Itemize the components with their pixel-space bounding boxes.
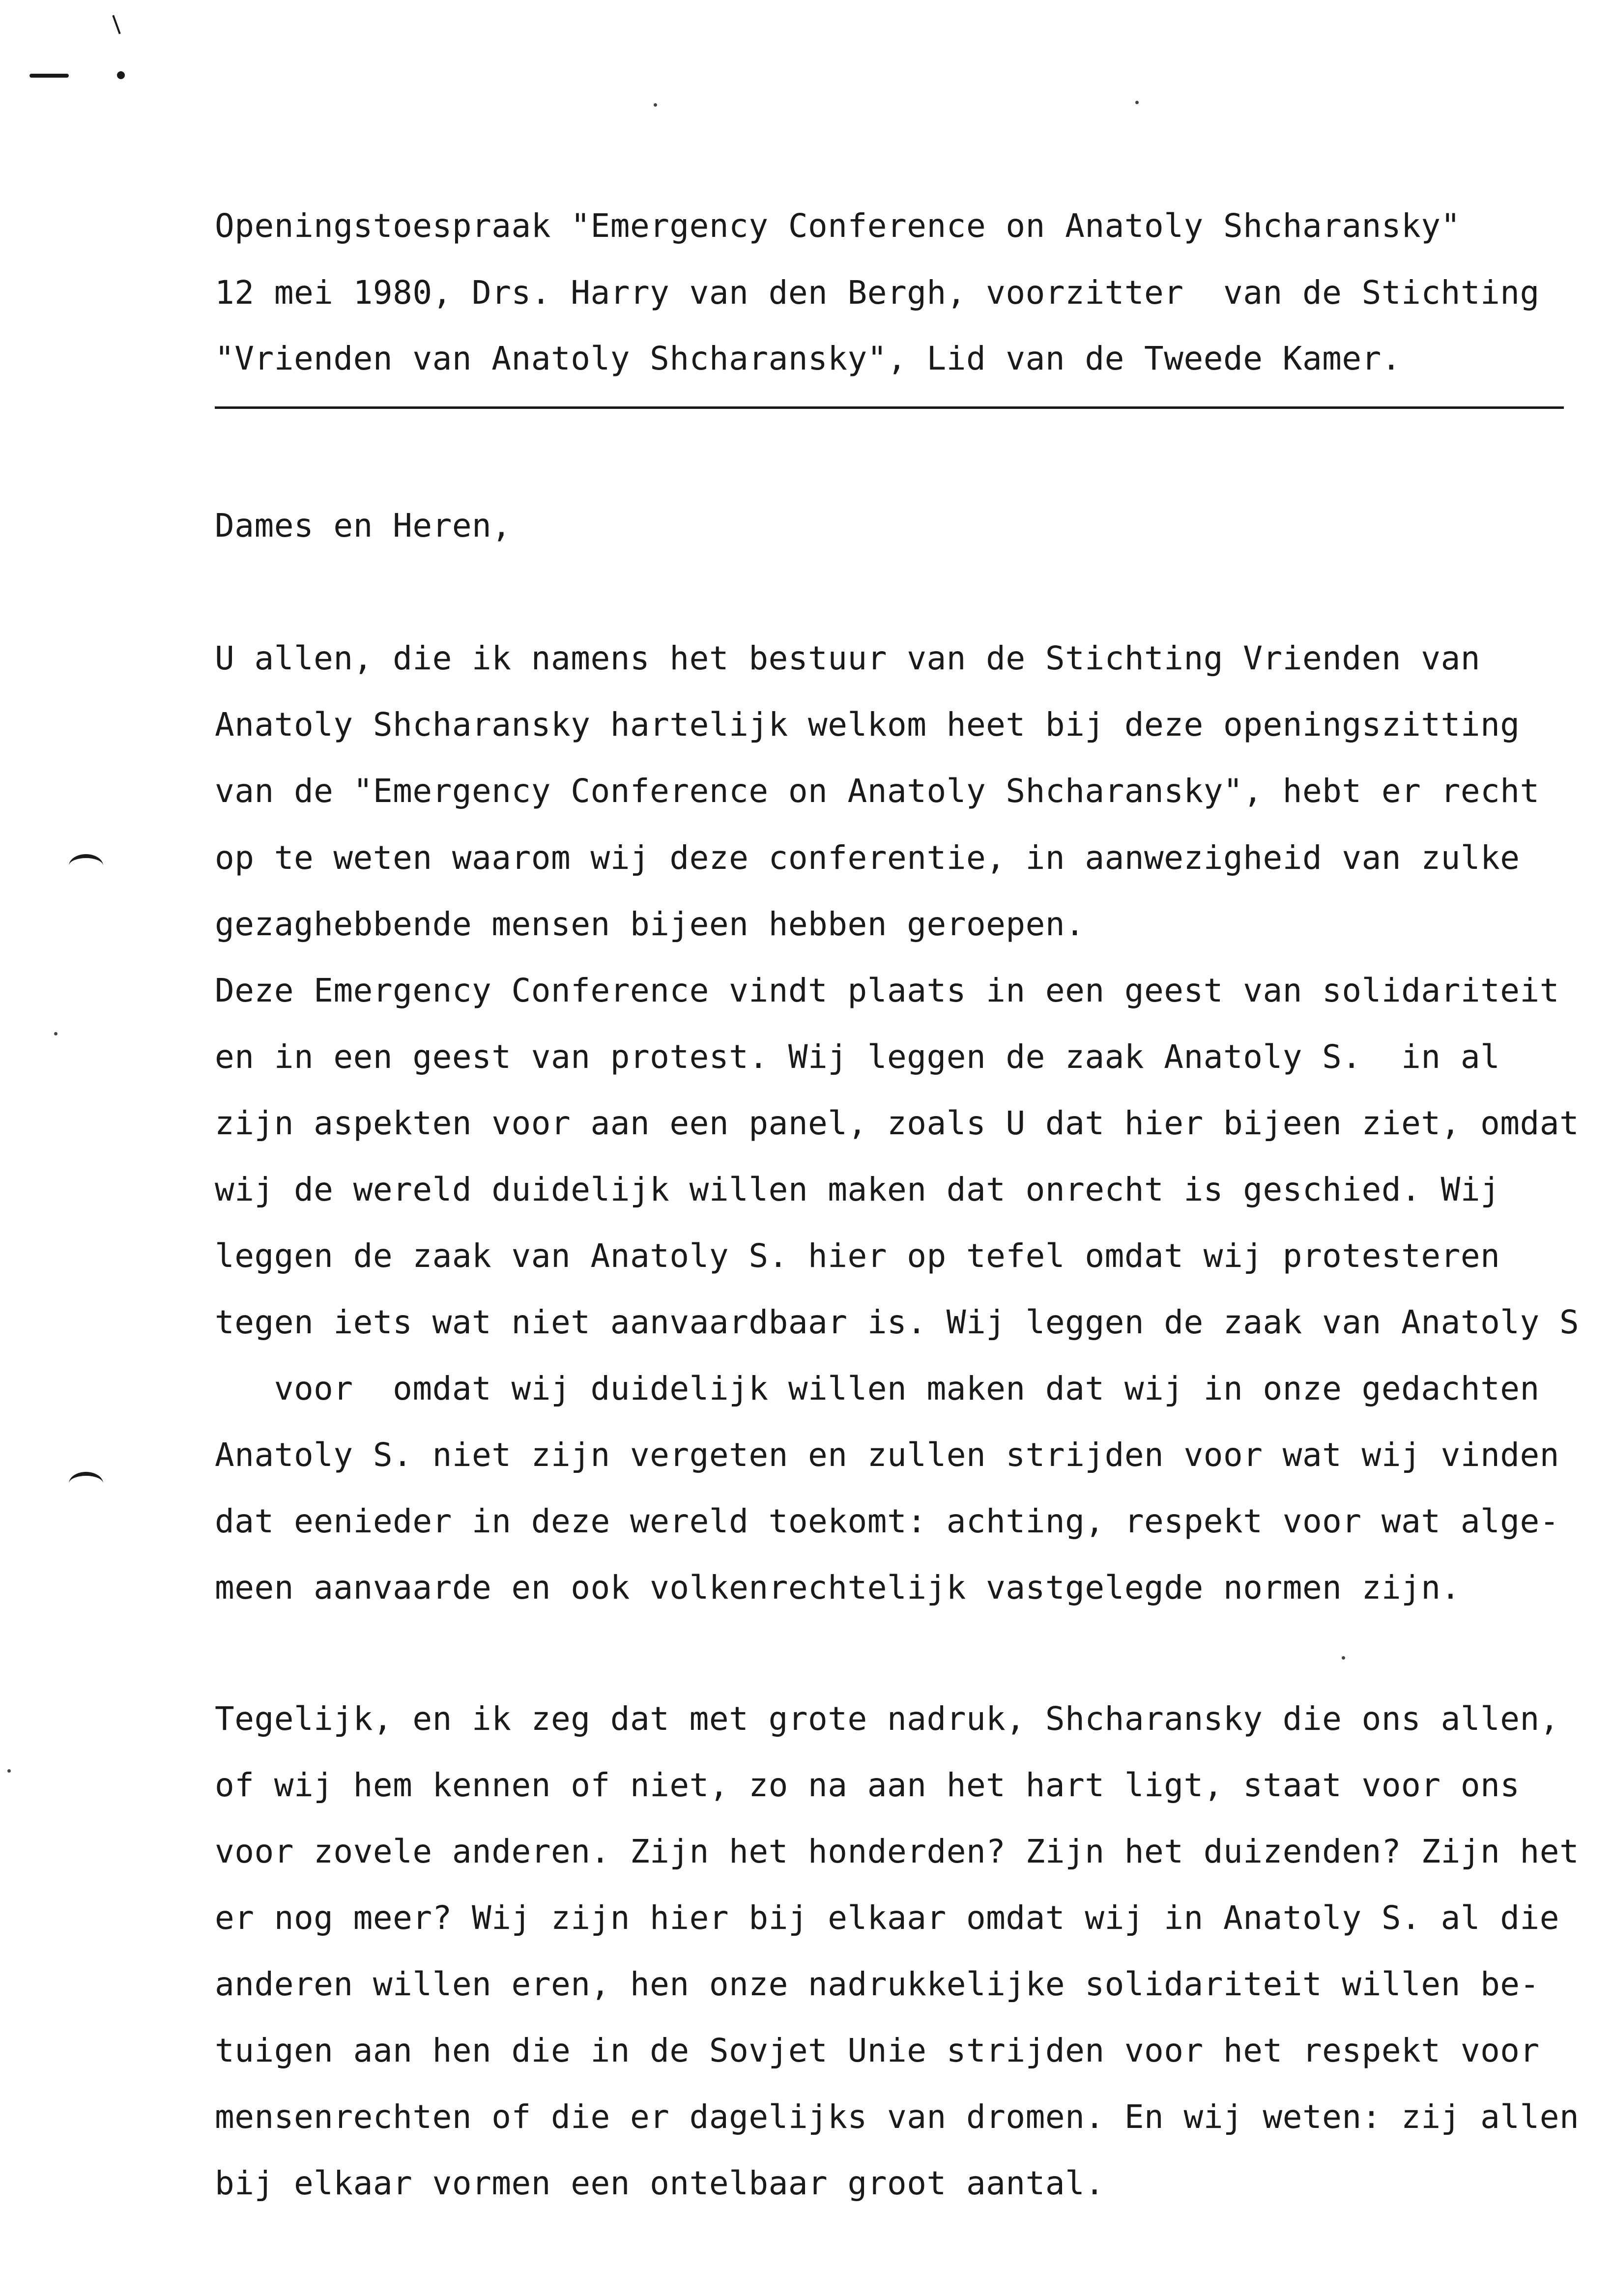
- paragraph-1-line: van de "Emergency Conference on Anatoly Shcharansky", hebt er recht: [215, 772, 1540, 810]
- paragraph-2-line: of wij hem kennen of niet, zo na aan het hart ligt, staat voor ons: [215, 1766, 1520, 1804]
- scan-dot: [654, 103, 657, 107]
- paragraph-1-line: op te weten waarom wij deze conferentie, in aanwezigheid van zulke: [215, 839, 1520, 877]
- paragraph-2-line: voor zovele anderen. Zijn het honderden? Zijn het duizenden? Zijn het: [215, 1833, 1580, 1870]
- paragraph-1-line: Deze Emergency Conference vindt plaats in een geest van solidariteit: [215, 972, 1560, 1009]
- paragraph-1-line: zijn aspekten voor aan een panel, zoals U dat hier bijeen ziet, omdat: [215, 1104, 1580, 1142]
- scan-mark: [117, 71, 125, 79]
- margin-mark: [69, 854, 103, 878]
- header-line-2: 12 mei 1980, Drs. Harry van den Bergh, voorzitter van de Stichting: [215, 274, 1540, 312]
- scan-dot: [1135, 101, 1139, 104]
- paragraph-1-line: leggen de zaak van Anatoly S. hier op tefel omdat wij protesteren: [215, 1237, 1500, 1275]
- paragraph-2-line: anderen willen eren, hen onze nadrukkelijke solidariteit willen be-: [215, 1965, 1540, 2003]
- margin-mark: [69, 1472, 103, 1495]
- paragraph-1-line: dat eenieder in deze wereld toekomt: achting, respekt voor wat alge-: [215, 1502, 1560, 1540]
- paragraph-1-line: tegen iets wat niet aanvaardbaar is. Wij leggen de zaak van Anatoly S: [215, 1303, 1580, 1341]
- paragraph-1-line: Anatoly S. niet zijn vergeten en zullen strijden voor wat wij vinden: [215, 1436, 1560, 1474]
- header-line-1: Openingstoespraak "Emergency Conference on Anatoly Shcharansky": [215, 207, 1461, 245]
- scan-mark: [112, 15, 120, 34]
- scan-dot: [1342, 1656, 1345, 1660]
- salutation: Dames en Heren,: [215, 507, 512, 545]
- paragraph-1-line: gezaghebbende mensen bijeen hebben geroepen.: [215, 905, 1085, 943]
- header-rule: [215, 406, 1564, 409]
- scan-mark: [29, 74, 69, 78]
- scan-dot: [7, 1769, 11, 1773]
- paragraph-2-line: Tegelijk, en ik zeg dat met grote nadruk, Shcharansky die ons allen,: [215, 1700, 1560, 1738]
- paragraph-1-line: wij de wereld duidelijk willen maken dat onrecht is geschied. Wij: [215, 1171, 1500, 1208]
- paragraph-1-line: U allen, die ik namens het bestuur van de Stichting Vrienden van: [215, 639, 1481, 677]
- scan-dot: [54, 1032, 58, 1035]
- paragraph-2-line: mensenrechten of die er dagelijks van dromen. En wij weten: zij allen: [215, 2098, 1580, 2136]
- paragraph-1-line: en in een geest van protest. Wij leggen de zaak Anatoly S. in al: [215, 1038, 1500, 1076]
- paragraph-2-line: bij elkaar vormen een ontelbaar groot aantal.: [215, 2164, 1105, 2202]
- header-line-3: "Vrienden van Anatoly Shcharansky", Lid van de Tweede Kamer.: [215, 340, 1402, 377]
- paragraph-1-line: meen aanvaarde en ook volkenrechtelijk vastgelegde normen zijn.: [215, 1569, 1461, 1607]
- paragraph-1-line: Anatoly Shcharansky hartelijk welkom heet bij deze openingszitting: [215, 706, 1520, 744]
- paragraph-2-line: tuigen aan hen die in de Sovjet Unie strijden voor het respekt voor: [215, 2032, 1540, 2069]
- paragraph-2-line: er nog meer? Wij zijn hier bij elkaar omdat wij in Anatoly S. al die: [215, 1899, 1560, 1937]
- paragraph-1-line: voor omdat wij duidelijk willen maken dat wij in onze gedachten: [215, 1370, 1540, 1407]
